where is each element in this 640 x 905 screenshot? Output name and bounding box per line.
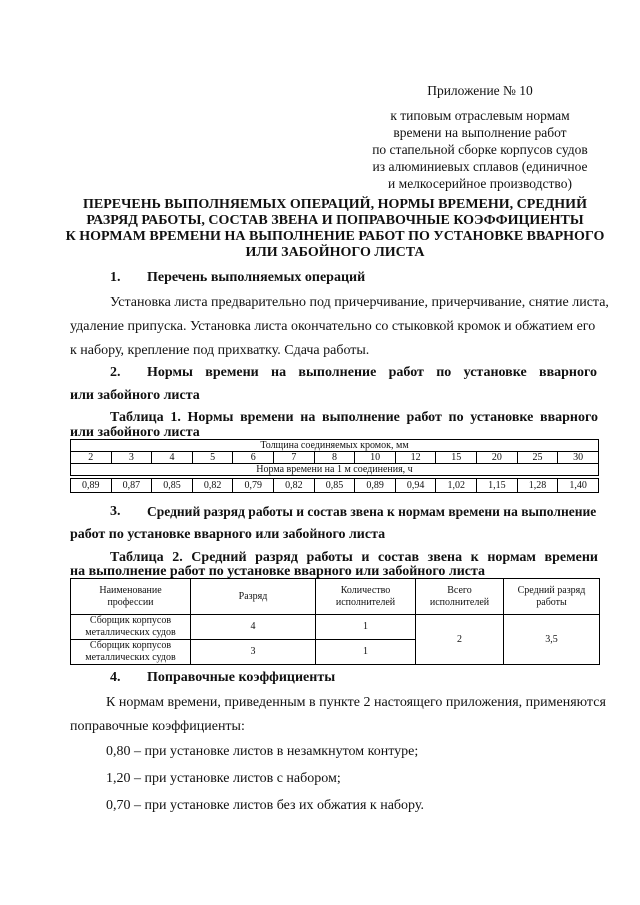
thickness-cell: 7	[274, 452, 315, 464]
table2-row-count: 1	[316, 640, 416, 665]
thickness-cell: 25	[517, 452, 558, 464]
section2-number: 2.	[110, 365, 121, 380]
table1-header: Толщина соединяемых кромок, мм	[71, 440, 599, 452]
header-text: Количество	[340, 584, 391, 596]
norm-cell: 0,82	[192, 479, 233, 493]
section2-title-line1: Нормы времени на выполнение работ по установке вварного	[147, 365, 597, 380]
heading-line: ИЛИ ЗАБОЙНОГО ЛИСТА	[245, 245, 425, 260]
norm-cell: 0,94	[395, 479, 436, 493]
header-text: Всего	[447, 584, 472, 596]
coefficient-list	[106, 738, 606, 819]
section4-title: Поправочные коэффициенты	[147, 670, 336, 685]
table2-caption-line2: на выполнение работ по установке вварного или забойного листа	[70, 564, 486, 579]
table2-header-total	[416, 579, 504, 615]
heading-line: РАЗРЯД РАБОТЫ, СОСТАВ ЗВЕНА И ПОПРАВОЧНЫЕ КОЭФФИЦИЕНТЫ	[86, 213, 584, 228]
section3-title-line1: Средний разряд работы и состав звена к нормам времени на выполнение	[147, 504, 597, 519]
header-text: Наименование	[99, 584, 162, 596]
appendix-description	[330, 107, 630, 192]
appendix-line: и мелкосерийное производство)	[388, 176, 572, 191]
table2-row-profession	[71, 640, 191, 665]
document-heading	[65, 197, 605, 261]
appendix-title: Приложение № 10	[427, 83, 533, 98]
table2-caption-line1: Таблица 2. Средний разряд работы и состав звена к нормам времени	[110, 550, 598, 565]
table2-row-profession	[71, 615, 191, 640]
text-line: Установка листа предварительно под причерчивание, причерчивание, снятие листа,	[110, 295, 609, 310]
header-text: исполнителей	[429, 596, 490, 608]
table2-avg-grade: 3,5	[504, 615, 600, 665]
header-text: исполнителей	[335, 596, 396, 608]
norm-cell: 0,85	[152, 479, 193, 493]
table1-header-grid	[70, 439, 599, 476]
cell-text: металлических судов	[85, 627, 176, 638]
thickness-cell: 30	[558, 452, 599, 464]
norm-cell: 0,89	[71, 479, 112, 493]
cell-text: металлических судов	[85, 652, 176, 663]
table2-header-count	[316, 579, 416, 615]
table2-row-grade: 3	[191, 640, 316, 665]
heading-line: ПЕРЕЧЕНЬ ВЫПОЛНЯЕМЫХ ОПЕРАЦИЙ, НОРМЫ ВРЕМЕНИ, СРЕДНИЙ	[83, 197, 587, 212]
thickness-cell: 12	[395, 452, 436, 464]
norm-cell: 1,28	[517, 479, 558, 493]
appendix-line: к типовым отраслевым нормам	[390, 108, 570, 123]
thickness-cell: 15	[436, 452, 477, 464]
appendix-line: из алюминиевых сплавов (единичное	[372, 159, 588, 174]
cell-text: Сборщик корпусов	[89, 615, 172, 626]
norm-cell: 0,89	[355, 479, 396, 493]
thickness-cell: 6	[233, 452, 274, 464]
norm-cell: 0,85	[314, 479, 355, 493]
table2-row-count: 1	[316, 615, 416, 640]
text-line: К нормам времени, приведенным в пункте 2 настоящего приложения, применяются	[106, 695, 606, 710]
thickness-cell: 20	[477, 452, 518, 464]
table2-header-avg-grade: Средний разряд работы	[504, 579, 600, 615]
table2-row-grade: 4	[191, 615, 316, 640]
header-text: профессии	[107, 596, 154, 608]
thickness-cell: 4	[152, 452, 193, 464]
coefficient-item: 1,20 – при установке листов с набором;	[106, 771, 341, 786]
thickness-cell: 10	[355, 452, 396, 464]
table1-values-grid	[70, 478, 599, 493]
thickness-cell: 5	[192, 452, 233, 464]
appendix-line: по стапельной сборке корпусов судов	[372, 142, 588, 157]
coefficient-item: 0,80 – при установке листов в незамкнутом контуре;	[106, 744, 419, 759]
norm-cell: 0,79	[233, 479, 274, 493]
section2-title-line2: или забойного листа	[70, 388, 200, 403]
norm-cell: 1,15	[477, 479, 518, 493]
table1-caption-line1: Таблица 1. Нормы времени на выполнение работ по установке вварного	[110, 410, 598, 425]
table1-caption-line2: или забойного листа	[70, 425, 200, 440]
thickness-cell: 8	[314, 452, 355, 464]
norm-cell: 0,87	[111, 479, 152, 493]
norm-cell: 1,40	[558, 479, 599, 493]
text-line: к набору, крепление под прихватку. Сдача работы.	[70, 343, 370, 358]
table2-header-grade: Разряд	[191, 579, 316, 615]
text-line: удаление припуска. Установка листа окончательно со стыковкой кромок и обжатием его	[70, 319, 596, 334]
norm-cell: 0,82	[274, 479, 315, 493]
cell-text: Сборщик корпусов	[89, 640, 172, 651]
section4-number: 4.	[110, 670, 121, 685]
table2-header-profession	[71, 579, 191, 615]
norm-cell: 1,02	[436, 479, 477, 493]
appendix-line: времени на выполнение работ	[393, 125, 567, 140]
coefficient-item: 0,70 – при установке листов без их обжатия к набору.	[106, 798, 424, 813]
thickness-cell: 3	[111, 452, 152, 464]
thickness-cell: 2	[71, 452, 112, 464]
table2	[70, 578, 600, 665]
section1-number: 1.	[110, 270, 121, 285]
text-line: поправочные коэффициенты:	[70, 719, 245, 734]
section1-title: Перечень выполняемых операций	[147, 270, 366, 285]
heading-line: К НОРМАМ ВРЕМЕНИ НА ВЫПОЛНЕНИЕ РАБОТ ПО УСТАНОВКЕ ВВАРНОГО	[65, 229, 605, 244]
table1-subheader: Норма времени на 1 м соединения, ч	[71, 464, 599, 476]
table2-total: 2	[416, 615, 504, 665]
section3-number: 3.	[110, 504, 121, 519]
section4-intro	[70, 691, 606, 739]
section3-title-line2: работ по установке вварного или забойного листа	[70, 527, 386, 542]
section1-text	[70, 291, 609, 363]
